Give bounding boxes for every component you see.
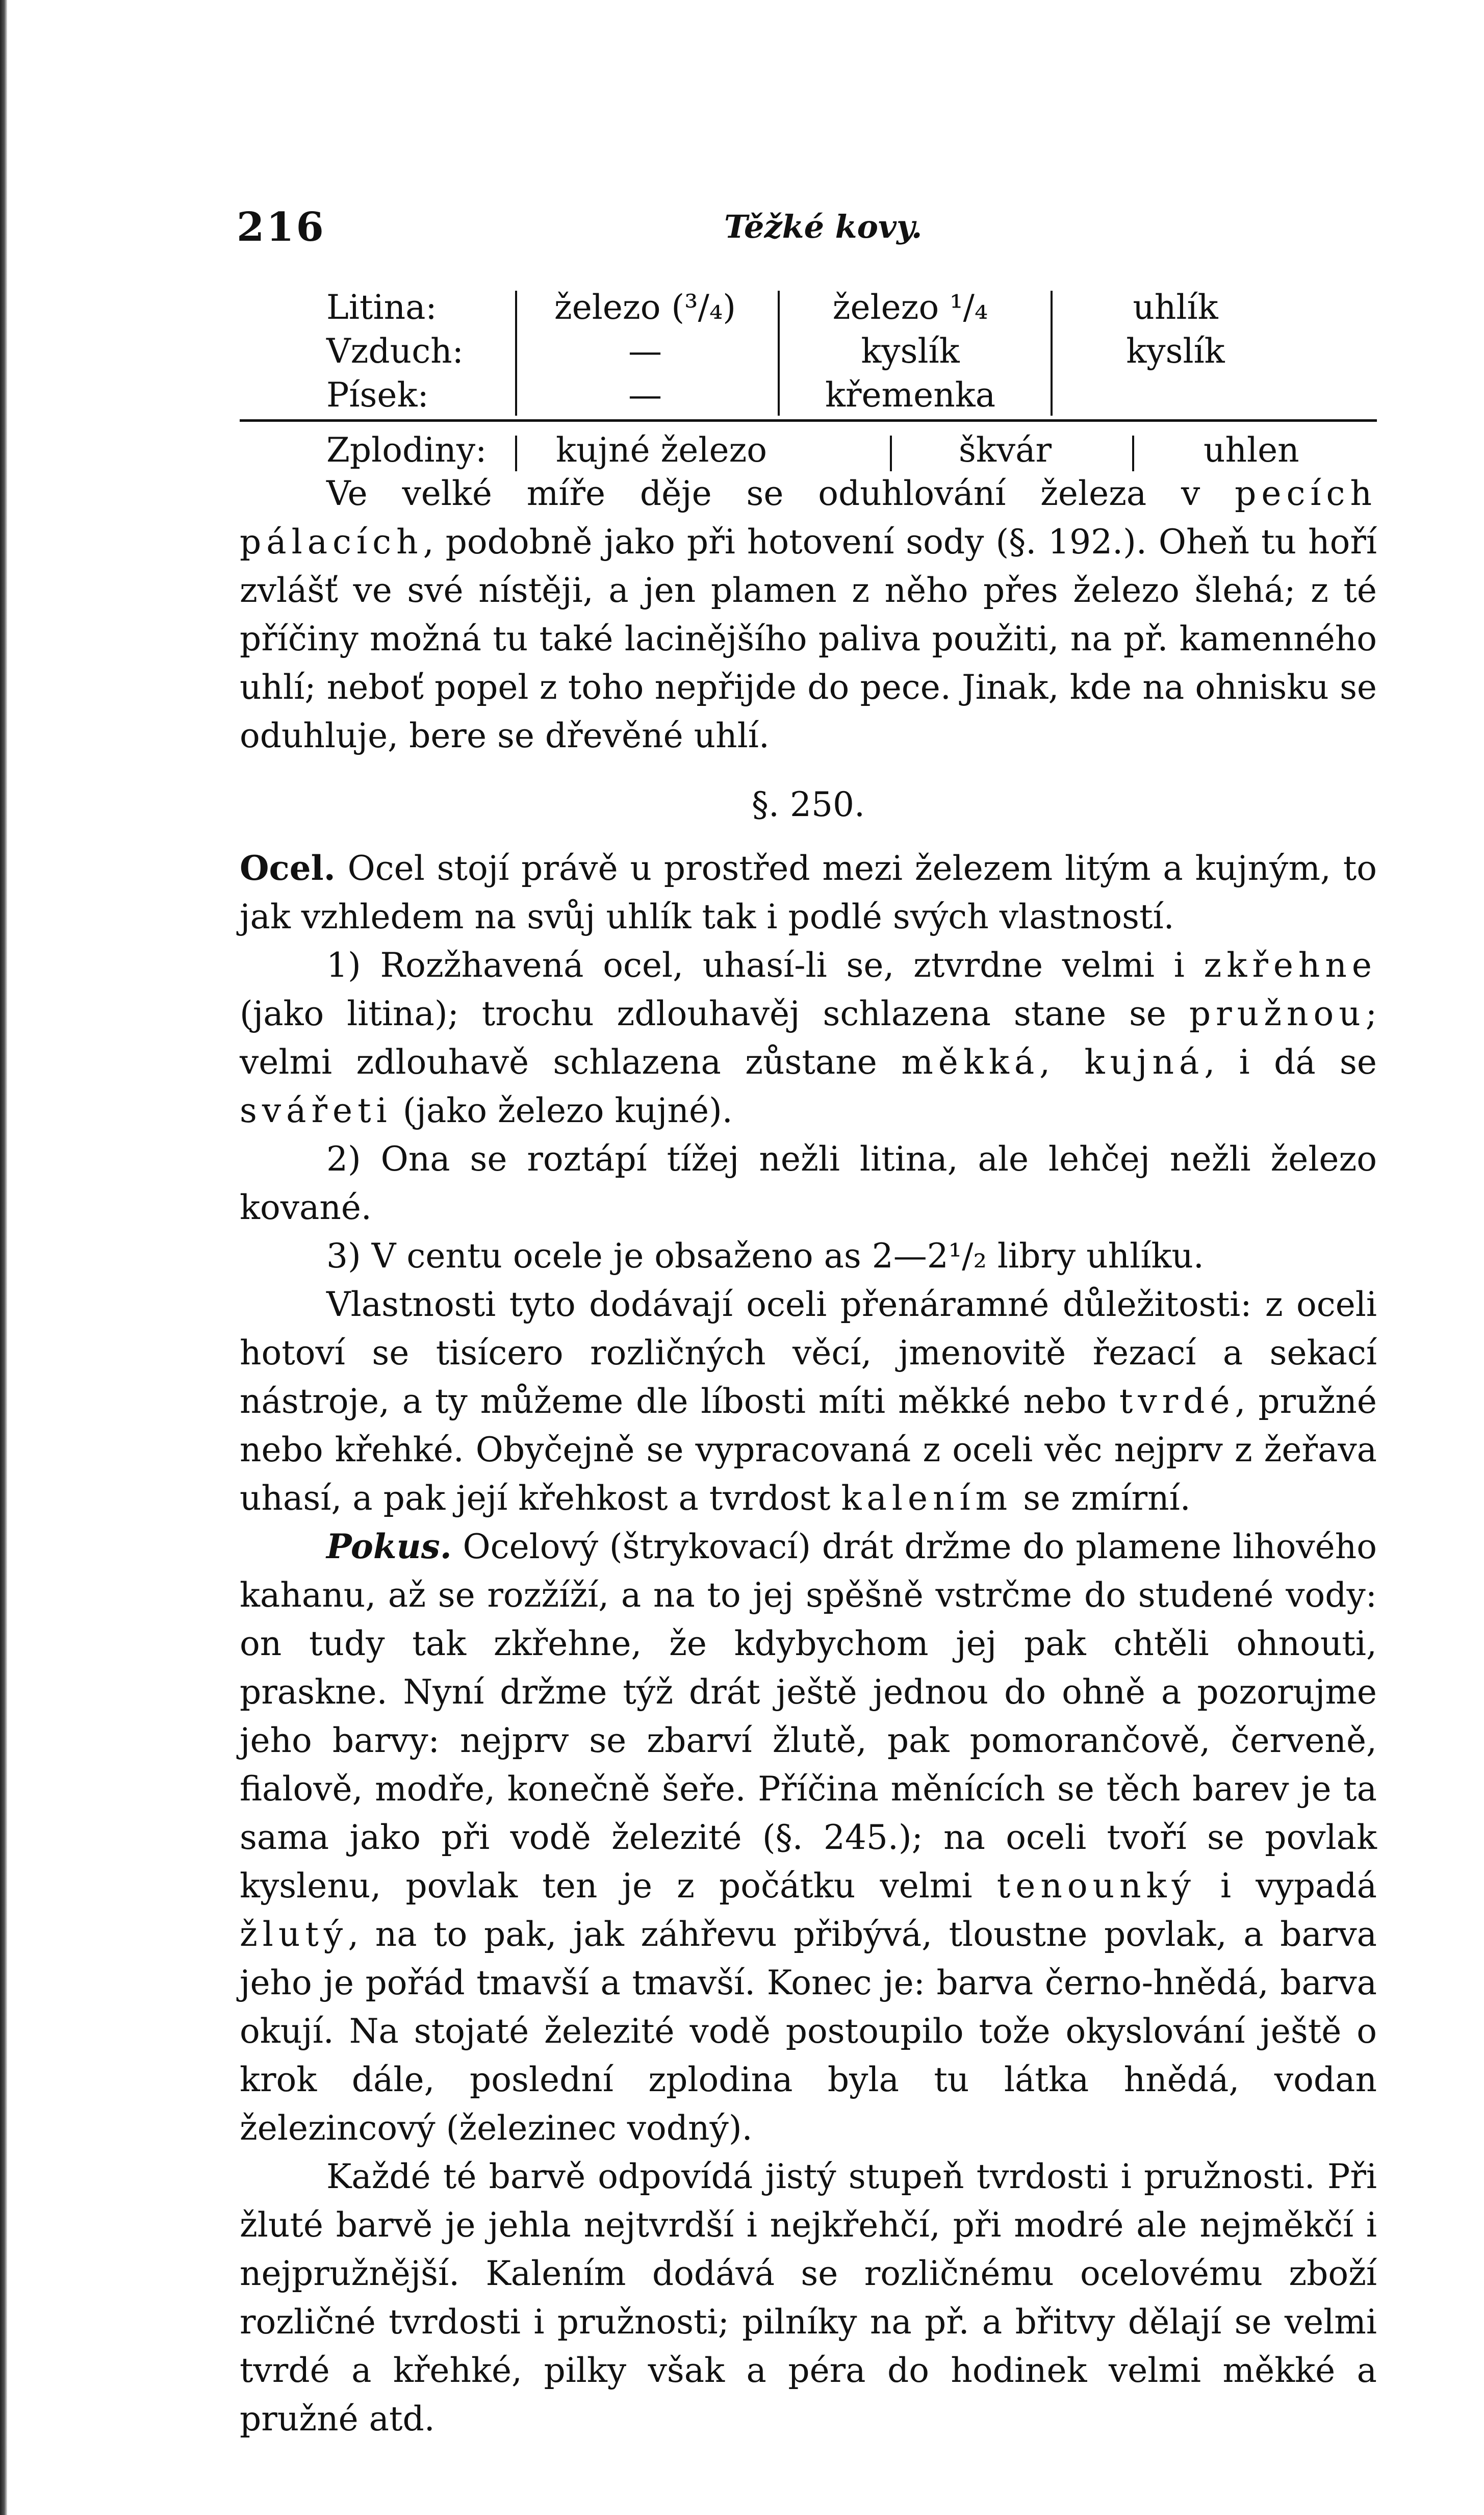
product-cell: kujné železo xyxy=(556,430,767,470)
table-cell: — xyxy=(628,375,662,415)
text-run: , i dá se xyxy=(1204,1043,1377,1082)
column-2 xyxy=(785,286,1035,417)
product-cell: uhlen xyxy=(1204,430,1299,470)
product-cell: škvár xyxy=(959,430,1052,470)
paragraph xyxy=(240,844,1377,941)
table-divider xyxy=(890,436,892,471)
term-ocel: Ocel. xyxy=(240,848,336,888)
table-cell: železo (³/₄) xyxy=(554,288,736,327)
text-run: 1) Rozžhavená ocel, uhasí-li se, ztvrdne velmi i xyxy=(326,946,1204,985)
page-number: 216 xyxy=(237,204,326,250)
text-run: Ocelový (štrykovací) drát držme do plamene lihového kahanu, až se rozžíží, a na to jej spěšně vstrčme do studené vody: on tudy tak zkřehne, že kdybychom jej pak chtěli ohnouti, praskne. Nyní držme týž drát ještě jednou do ohně a pozorujme jeho barvy: nejprv se zbarví žlutě, pak pomorančově, červeně, fialově, modře, konečně šeře. Příčina měnících se těch barev je ta sama jako při vodě železité (§. 245.); na oceli tvoří se povlak kyslenu, povlak ten je z počátku velmi xyxy=(240,1527,1377,1906)
text-run: (jako litina); trochu zdlouhavěj schlazena stane se xyxy=(240,994,1189,1033)
table-divider xyxy=(778,291,780,416)
spaced-text: kalením xyxy=(841,1479,1013,1518)
text-run: se zmírní. xyxy=(1012,1479,1191,1518)
products-label: Zplodiny: xyxy=(326,430,487,470)
row-labels-column xyxy=(326,286,530,417)
table-divider xyxy=(1132,436,1134,471)
spaced-text: zkřehne xyxy=(1204,946,1377,985)
paragraph xyxy=(240,1280,1377,1522)
table-cell: — xyxy=(628,332,662,371)
row-label: Vzduch: xyxy=(326,332,464,371)
paragraph: 3) V centu ocele je obsaženo as 2—2¹/₂ libry uhlíku. xyxy=(326,1236,1204,1276)
book-page xyxy=(237,194,1377,2438)
term-pokus: Pokus. xyxy=(326,1527,452,1566)
column-1 xyxy=(523,286,767,417)
spaced-text: svářeti xyxy=(240,1091,392,1130)
section-heading: §. 250. xyxy=(752,785,865,824)
text-run: Vlastnosti tyto dodávají oceli přenáramné důležitosti: z oceli hotoví se tisícero rozličných věcí, jmenovitě řezací a sekací nástroje, a ty můžeme dle líbosti míti měkké nebo xyxy=(240,1285,1377,1421)
paragraph xyxy=(240,1522,1377,2152)
running-head: Těžké kovy. xyxy=(724,208,923,245)
paragraph: Každé té barvě odpovídá jistý stupeň tvrdosti i pružnosti. Při žluté barvě je jehla nejtvrdší i nejkřehčí, při modré ale nejměkčí i nejpružnější. Kalením dodává se rozličnému ocelovému zboží rozličné tvrdosti i pružnosti; pilníky na př. a břitvy dělají se velmi tvrdé a křehké, pilky však a péra do hodinek velmi měkké a pružné atd. xyxy=(240,2157,1377,2438)
page-header xyxy=(237,204,1377,260)
table-cell: železo ¹/₄ xyxy=(832,288,988,327)
column-3 xyxy=(1051,286,1300,373)
text-run: i vypadá xyxy=(1195,1866,1377,1906)
paragraph xyxy=(240,941,1377,1135)
spaced-text: pecích pálacích xyxy=(240,474,1377,562)
book-spine-edge xyxy=(0,0,7,2515)
spaced-text: žlutý xyxy=(240,1915,348,1954)
table-divider xyxy=(515,436,517,471)
table-cell: uhlík xyxy=(1133,288,1218,327)
table-cell: křemenka xyxy=(825,375,996,415)
text-run: , podobně jako při hotovení sody (§. 192.). Oheň tu hoří zvlášť ve své nístěji, a jen plamen z něho přes železo šlehá; z té příčiny možná tu také lacinějšího paliva použiti, na př. kamenného uhlí; neboť popel z toho nepřijde do pece. Jinak, kde na ohnisku se oduhluje, bere se dřevěné uhlí. xyxy=(240,522,1377,755)
table-rule xyxy=(240,419,1377,422)
text-run: Ve velké míře děje se oduhlování železa v xyxy=(326,474,1235,513)
row-label: Litina: xyxy=(326,288,437,327)
text-run: ; velmi zdlouhavě schlazena zůstane xyxy=(240,994,1377,1082)
paragraph xyxy=(240,469,1377,760)
spaced-text: pružnou xyxy=(1189,994,1366,1033)
text-run: , pružné nebo křehké. Obyčejně se vypracovaná z oceli věc nejprv z žeřava uhasí, a pak její křehkost a tvrdost xyxy=(240,1382,1377,1518)
table-divider xyxy=(515,291,517,416)
table-cell: kyslík xyxy=(1126,332,1225,371)
spaced-text: měkká, kujná xyxy=(901,1043,1205,1082)
body-text xyxy=(240,469,1377,2443)
row-label: Písek: xyxy=(326,375,429,415)
paragraph: 2) Ona se roztápí tížej nežli litina, ale lehčej nežli železo kované. xyxy=(240,1139,1377,1227)
text-run: Ocel stojí právě u prostřed mezi železem litým a kujným, to jak vzhledem na svůj uhlík tak i podlé svých vlastností. xyxy=(240,849,1377,936)
text-run: , na to pak, jak záhřevu přibývá, tloustne povlak, a barva jeho je pořád tmavší a tmavší. Konec je: barva černo-hnědá, barva okují. Na stojaté železité vodě postoupilo tože okyslování ještě o krok dále, poslední zplodina byla tu látka hnědá, vodan železincový (železinec vodný). xyxy=(240,1915,1377,2148)
spaced-text: tvrdé xyxy=(1119,1382,1235,1421)
spaced-text: tenounký xyxy=(996,1866,1196,1906)
table-cell: kyslík xyxy=(861,332,960,371)
text-run: (jako železo kujné). xyxy=(392,1091,733,1130)
